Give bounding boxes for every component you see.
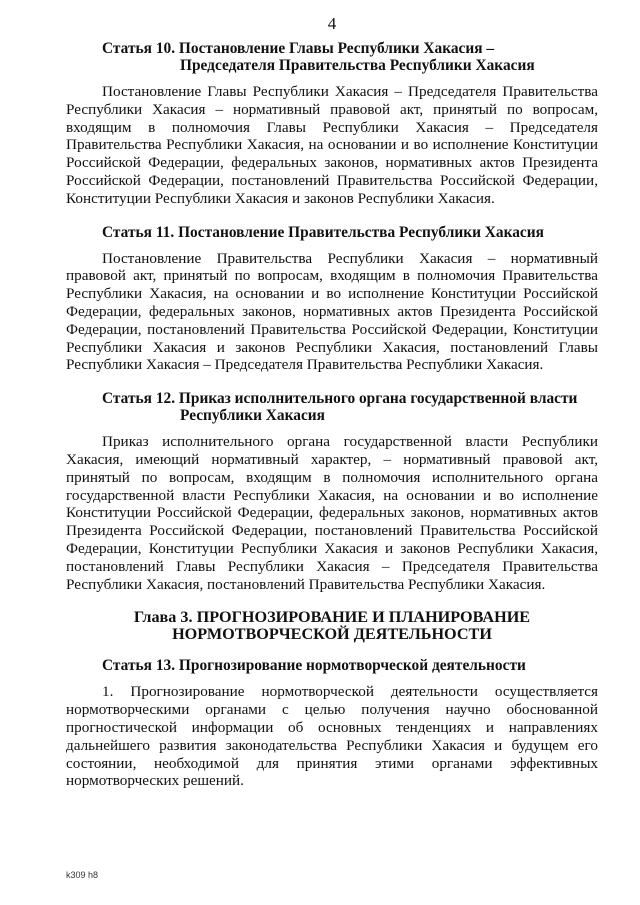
article-11-heading xyxy=(66,224,598,241)
article-11 xyxy=(66,224,598,375)
article-11-paragraph: Постановление Правительства Республики Хакасия – нормативный правовой акт, принятый по вопросам, входящим в полномочия Правительства Республики Хакасия, на основании и во исполнение Конституции Российской Федерации, федеральных законов, нормативных актов Президента Российской Федерации, постановлений Правительства Российской Федерации, Конституции Республики Хакасия и законов Республики Хакасия, постановлений Главы Республики Хакасия – Председателя Правительства Республики Хакасия. xyxy=(66,249,598,374)
article-13-paragraph: 1. Прогнозирование нормотворческой деятельности осуществляется нормотворческими органами с целью получения научно обоснованной прогностической информации об основных тенденциях и направлениях дальнейшего развития законодательства Республики Хакасия и будущем его состоянии, необходимой для принятия этими органами эффективных нормотворческих решений. xyxy=(66,683,598,790)
page-number: 4 xyxy=(327,14,337,33)
article-12-heading-line-1: Статья 12. Приказ исполнительного органа государственной власти xyxy=(102,390,578,408)
article-13-heading-line-1: Статья 13. Прогнозирование нормотворческой деятельности xyxy=(102,657,526,675)
chapter-3-heading-line-1: Глава 3. ПРОГНОЗИРОВАНИЕ И ПЛАНИРОВАНИЕ xyxy=(133,608,531,627)
article-11-heading-line-1: Статья 11. Постановление Правительства Республики Хакасия xyxy=(102,223,544,241)
article-10-paragraph: Постановление Главы Республики Хакасия – Председателя Правительства Республики Хакасия – нормативный правовой акт, принятый по вопросам, входящим в полномочия Главы Республики Хакасия – Председателя Правительства Республики Хакасия, на основании и во исполнение Конституции Российской Федерации, федеральных законов, нормативных актов Президента Российской Федерации, постановлений Правительства Российской Федерации, Конституции Республики Хакасия и законов Республики Хакасия. xyxy=(66,83,598,207)
article-10-heading xyxy=(66,40,598,74)
article-13 xyxy=(66,657,598,790)
article-12-heading-line-2: Республики Хакасия xyxy=(180,407,325,425)
article-12-heading xyxy=(66,390,598,424)
chapter-3-heading xyxy=(66,609,598,643)
article-12 xyxy=(66,390,598,593)
article-12-paragraph: Приказ исполнительного органа государственной власти Республики Хакасия, имеющий нормативный характер, – нормативный правовой акт, принятый по вопросам, входящим в полномочия исполнительного органа государственной власти Республики Хакасия, на основании и во исполнение Конституции Российской Федерации, федеральных законов, нормативных актов Президента Российской Федерации, постановлений Правительства Российской Федерации, Конституции Республики Хакасия и законов Республики Хакасия, постановлений Главы Республики Хакасия – Председателя Правительства Республики Хакасия, постановлений Правительства Республики Хакасия. xyxy=(66,433,598,593)
article-10 xyxy=(66,40,598,208)
chapter-3-heading-line-2: НОРМОТВОРЧЕСКОЙ ДЕЯТЕЛЬНОСТИ xyxy=(172,625,492,644)
footer-document-code: k309 h8 xyxy=(66,870,99,880)
article-13-heading xyxy=(66,657,598,674)
article-10-heading-line-2: Председателя Правительства Республики Хакасия xyxy=(180,57,535,74)
article-10-heading-line-1: Статья 10. Постановление Главы Республики Хакасия – xyxy=(102,40,495,57)
